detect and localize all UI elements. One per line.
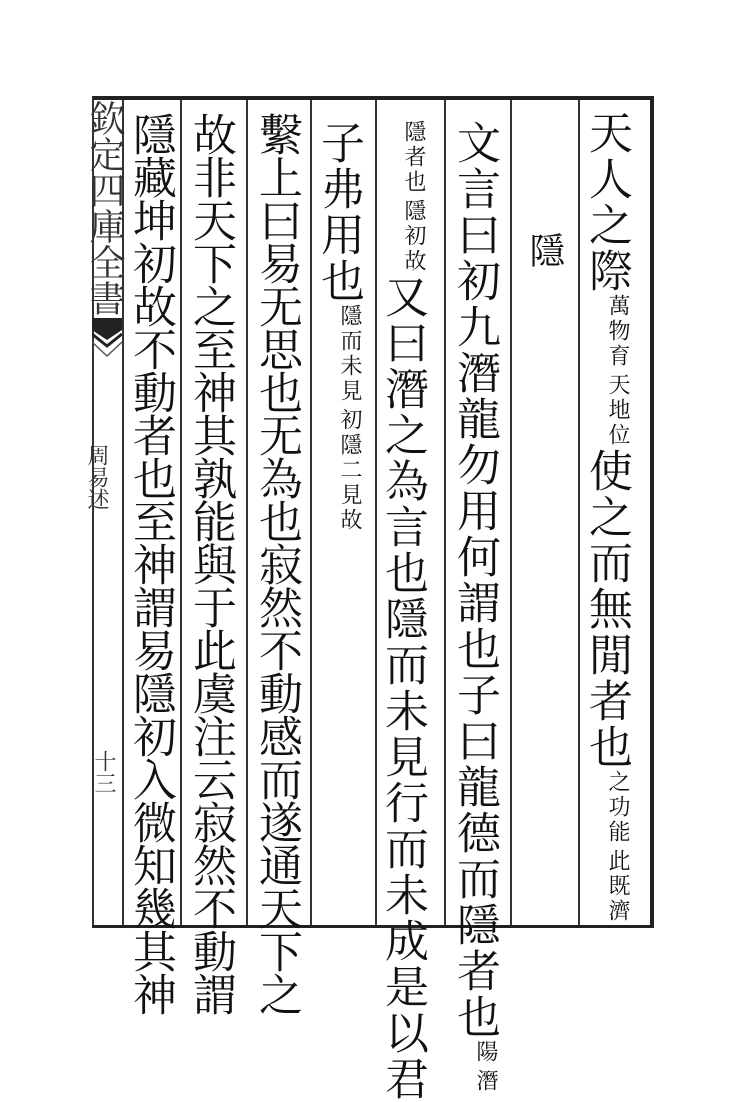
interlinear-note [474,1040,496,1094]
interlinear-note [606,770,628,924]
interlinear-note [338,304,360,533]
note-line-right: 初隱二見故 [337,408,362,533]
column-rule [444,100,446,925]
note-line-left: 隱而未見 [337,304,362,404]
column-rule [578,100,580,925]
note-line-left: 之功能 [605,770,630,845]
column-rule [246,100,248,925]
note-line-left: 陽 [473,1040,498,1065]
note-line-right: 此既濟 [605,849,630,924]
note-line-right: 潛 [473,1069,498,1094]
note-line-right: 隱初故 [401,199,426,274]
main-text: 天人之際 [581,110,632,294]
interlinear-note [606,294,628,448]
column-rule [510,100,512,925]
note-line-right: 天地位 [605,373,630,448]
main-text: 文言曰初九潛龍勿用何謂也子曰龍德而隱者也 [449,120,500,1040]
text-column-4 [377,120,428,1102]
note-line-left: 隱者也 [401,120,426,195]
text-column-7: 故非天下之至神其孰能與于此虞注云寂然不動謂 [185,112,236,1015]
book-title: 欽定四庫全書 [84,100,125,316]
section-heading: 隱 [524,232,565,268]
text-column-5 [313,120,364,533]
main-text: 子弗用也 [313,120,364,304]
text-column-6: 繫上曰易无思也无為也寂然不動感而遂通天下之 [251,112,302,1015]
note-line-left: 萬物育 [605,294,630,369]
text-column-8: 隱藏坤初故不動者也至神謂易隱初入微知幾其神 [125,112,176,1015]
interlinear-note [402,120,424,274]
page-number: 十三 [91,750,116,794]
main-text: 又曰潛之為言也隱而未見行而未成是以君 [377,274,428,1102]
column-rule [310,100,312,925]
text-column-1 [581,110,632,924]
text-column-3 [449,120,500,1094]
column-rule [180,100,182,925]
fishtail-mark-icon [92,318,122,366]
section-label: 周易述 [84,444,109,510]
main-text: 使之而無閒者也 [581,448,632,770]
